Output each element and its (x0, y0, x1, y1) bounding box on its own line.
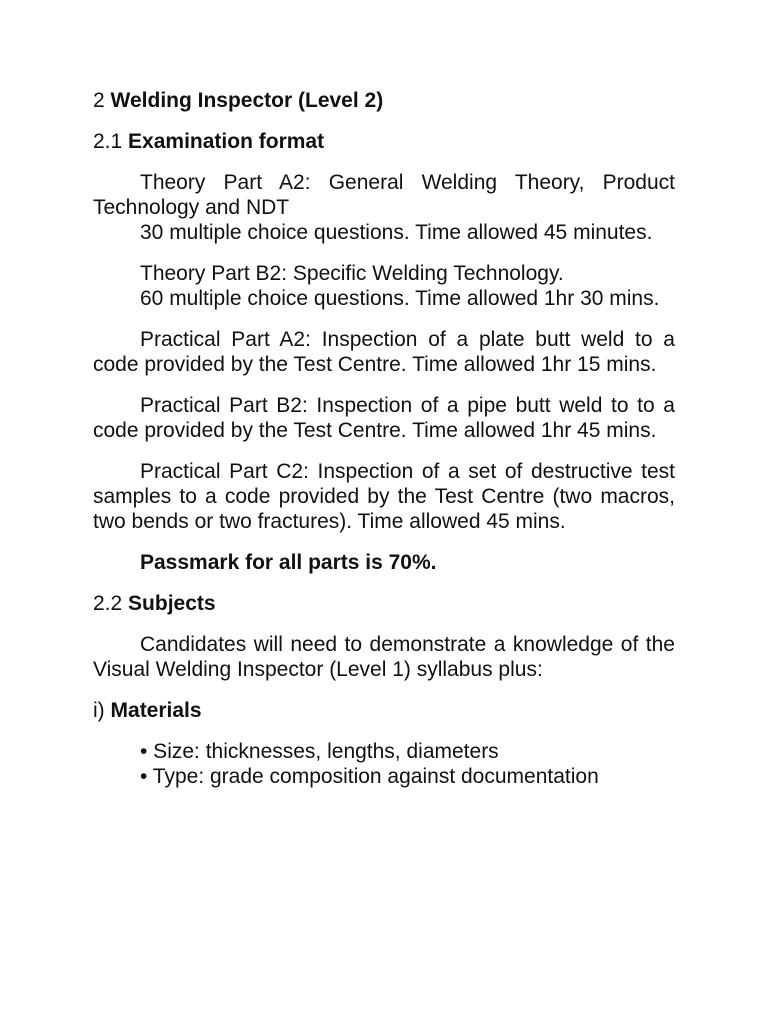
practical-part-a2 (93, 327, 675, 377)
theory-part-a2-time: 30 multiple choice questions. Time allowed 45 minutes. (140, 221, 653, 244)
section-heading (93, 88, 675, 113)
materials-number: i) (93, 699, 105, 722)
subjects-title: Subjects (128, 592, 216, 615)
practical-part-a2-description: Practical Part A2: Inspection of a plate butt weld to a code provided by the Test Centre. Time allowed 1hr 15 mins. (93, 328, 675, 376)
subjects-heading (93, 591, 675, 616)
theory-part-a2 (93, 170, 675, 245)
exam-format-title: Examination format (128, 130, 325, 153)
theory-part-a2-description: Theory Part A2: General Welding Theory, Product Technology and NDT (93, 171, 675, 219)
materials-list (93, 739, 675, 789)
passmark-text: Passmark for all parts is 70%. (140, 551, 437, 574)
practical-part-c2-description: Practical Part C2: Inspection of a set of destructive test samples to a code provided by the Test Centre (two macros, two bends or two fractures). Time allowed 45 mins. (93, 460, 675, 533)
passmark (93, 550, 675, 575)
theory-part-b2 (93, 261, 675, 311)
practical-part-b2-description: Practical Part B2: Inspection of a pipe butt weld to to a code provided by the Test Centre. Time allowed 1hr 45 mins. (93, 394, 675, 442)
document-content (93, 88, 675, 789)
subjects-intro (93, 632, 675, 682)
materials-heading (93, 698, 675, 723)
exam-format-number: 2.1 (93, 130, 123, 153)
materials-item-type: • Type: grade composition against documentation (140, 765, 599, 788)
theory-part-b2-time: 60 multiple choice questions. Time allowed 1hr 30 mins. (140, 287, 660, 310)
materials-item-size: • Size: thicknesses, lengths, diameters (140, 740, 499, 763)
subjects-intro-text: Candidates will need to demonstrate a knowledge of the Visual Welding Inspector (Level 1) syllabus plus: (93, 633, 675, 681)
exam-format-heading (93, 129, 675, 154)
materials-title: Materials (110, 699, 202, 722)
theory-part-b2-description: Theory Part B2: Specific Welding Technology. (140, 262, 564, 285)
section-number: 2 (93, 89, 105, 112)
section-title: Welding Inspector (Level 2) (110, 89, 384, 112)
practical-part-b2 (93, 393, 675, 443)
subjects-number: 2.2 (93, 592, 123, 615)
practical-part-c2 (93, 459, 675, 534)
